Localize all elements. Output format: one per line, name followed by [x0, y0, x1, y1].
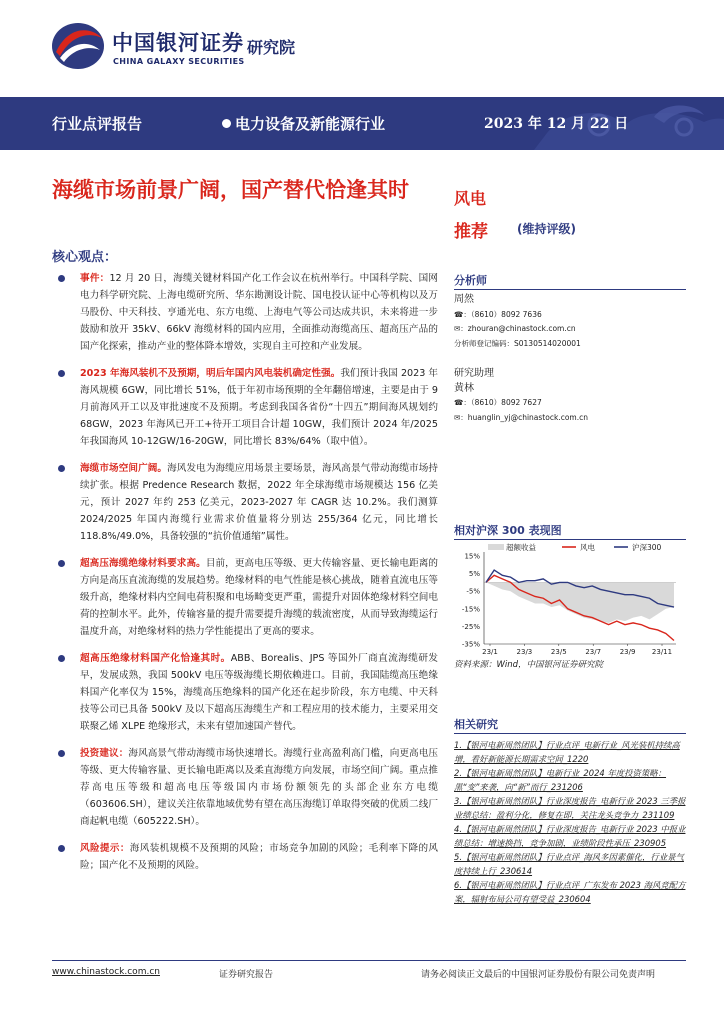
relative-performance-chart	[454, 540, 686, 656]
footer-divider	[52, 960, 686, 961]
related-list	[454, 738, 686, 906]
assistant-block	[454, 367, 588, 425]
related-link[interactable]: 4.【银河电新周然团队】行业深度报告_电新行业 2023 中报业绩总结：增速换挡，竞争加剧，业绩阶段性承压_230905	[454, 824, 686, 848]
series-area-excess	[486, 582, 674, 622]
x-tick-label: 23/9	[619, 648, 636, 656]
related-item[interactable]	[454, 766, 686, 794]
list-item	[48, 460, 438, 545]
report-type: 行业点评报告	[52, 115, 143, 133]
related-link[interactable]: 5.【银河电新周然团队】行业点评_海风多因素催化，行业景气度持续上行_230614	[454, 852, 684, 876]
logo-english-name: CHINA GALAXY SECURITIES	[113, 57, 245, 66]
logo-institute: 研究院	[247, 38, 296, 57]
bullet-dot-icon	[58, 560, 65, 567]
related-link[interactable]: 3.【银河电新周然团队】行业深度报告_电新行业 2023 三季报业绩总结：盈利分化，修复在即，关注龙头竞争力_231109	[454, 796, 686, 820]
x-tick-label: 23/5	[550, 648, 567, 656]
galaxy-logo-icon	[50, 20, 106, 72]
report-date: 2023 年 12 月 22 日	[484, 116, 629, 132]
y-tick-label: -35%	[461, 640, 480, 649]
company-logo	[50, 20, 330, 72]
chart-source: 资料来源：Wind，中国银河证券研究院	[454, 660, 604, 670]
bullet-highlight: 海缆市场空间广阔。	[80, 463, 168, 474]
bullet-dot-icon	[58, 370, 65, 377]
related-link[interactable]: 6.【银河电新周然团队】行业点评_广东发布 2023 海风竞配方案，辐射布局公司有望受益_230604	[454, 880, 686, 904]
list-item	[48, 555, 438, 640]
bullet-text: 我们预计我国 2023 年海风规模 6GW，同比增长 51%，低于年初市场预期的全年翻倍增速，主要是由于 9 月前海风开工以及审批速度不及预期。考虑到我国各省份“十四五”期间海风规划约 68GW，2023 年海风已开工+待开工项目合计超 10GW，我们预计 2024 年/2025 年我国海风 10-12GW/16-20GW，同比增长 83%/64%（取中值）。	[80, 368, 439, 447]
bullet-highlight: 事件：	[80, 273, 110, 284]
bullet-dot-icon	[58, 750, 65, 757]
y-tick-label: -25%	[461, 622, 480, 631]
bullet-dot-icon	[58, 845, 65, 852]
assistant-name: 黄林	[454, 382, 474, 394]
assistant-email[interactable]: ✉：huanglin_yj@chinastock.com.cn	[454, 412, 588, 422]
list-item	[48, 270, 438, 355]
analyst-block	[454, 293, 581, 351]
bullet-text: 目前，更高电压等级、更大传输容量、更长输电距离的方向是高压直流海缆的发展趋势。绝缘材料的电气性能是核心挑战，随着直流电压等级升高，绝缘材料内空间电荷积聚和电场畸变更严重，需提升对固体绝缘材料空间电荷的控制水平。此外，传输容量的提升需要提升海缆的载流密度，从而导致海缆运行温度升高，对绝缘材料的热力学性能提出了更高的要求。	[80, 558, 439, 637]
x-tick-label: 23/3	[516, 648, 533, 656]
bullet-text: 12 月 20 日，海缆关键材料国产化工作会议在杭州举行。中国科学院、国网电力科学研究院、上海电缆研究所、华东勘测设计院、国电投认证中心等机构以及万马股份、中天科技、亨通光电、东方电缆、上海电气等公司达成共识，未来将进一步鼓励和放开 35kV、66kV 海缆材料的国内应用，全面推动海缆高压、超高压产品的国产化探索，推动产业的整体降本增效，实现自主可控和产业发展。	[80, 273, 438, 352]
y-tick-label: -15%	[461, 605, 480, 614]
bullet-text: 海风高景气带动海缆市场快速增长。海缆行业高盈利高门槛，向更高电压等级、更大传输容量、更长输电距离以及柔直海缆方向发展，市场空间广阔。重点推荐高电压等级和超高电压等级国内市场份额领先的头部企业东方电缆（603606.SH），建议关注依靠地域优势有望在高压海缆订单取得突破的优质二线厂商起帆电缆（605222.SH）。	[80, 748, 438, 827]
x-tick-label: 23/7	[585, 648, 602, 656]
analyst-email[interactable]: ✉：zhouran@chinastock.com.cn	[454, 324, 576, 333]
analyst-cert: 分析师登记编码：S0130514020001	[454, 338, 581, 348]
y-tick-label: 15%	[464, 552, 480, 561]
industry-label	[222, 113, 385, 134]
related-link[interactable]: 2.【银河电新周然团队】电新行业_2024 年度投资策略：黑“变”来袭，向“新”而行_231206	[454, 768, 667, 792]
bullet-highlight: 超高压绝缘材料国产化恰逢其时。	[80, 653, 231, 664]
logo-chinese-name: 中国银河证券	[112, 31, 244, 55]
assistant-title: 研究助理	[454, 368, 494, 379]
sector-label: 风电	[454, 189, 487, 208]
bullet-dot-icon	[58, 275, 65, 282]
related-link[interactable]: 1.【银河电新周然团队】行业点评_电新行业_风光装机持续高增，看好新能源长期需求空间_1220	[454, 740, 680, 764]
legend-label: 风电	[580, 543, 595, 552]
core-views-list	[48, 270, 438, 874]
industry-text: 电力设备及新能源行业	[235, 115, 386, 133]
x-tick-label: 23/1	[482, 648, 498, 656]
bullet-text: ABB、Borealis、JPS 等国外厂商直流海缆研发早，发展成熟，我国 500kV 电压等级海缆长期依赖进口。目前，我国陆缆高压绝缘料国产化率仅为 15%，海缆高压绝缘料的国产化还在起步阶段，东方电缆、中天科技等公司已具备 500kV 及以下超高压海缆生产和工程应用的技术能力，主要采用交联聚乙烯 XLPE 绝缘形式，未来有望加速国产替代。	[80, 653, 438, 732]
y-tick-label: 5%	[468, 570, 480, 579]
rating-note: (维持评级)	[517, 222, 576, 236]
list-item	[48, 650, 438, 735]
analyst-name: 周然	[454, 294, 474, 305]
footer-website-link[interactable]: www.chinastock.com.cn	[52, 967, 160, 977]
related-item[interactable]	[454, 878, 686, 906]
assistant-phone: ☎：（8610）8092 7627	[454, 398, 542, 407]
footer-report-label: 证券研究报告	[219, 970, 274, 980]
bullet-dot-icon	[58, 465, 65, 472]
report-title: 海缆市场前景广阔，国产替代恰逢其时	[52, 178, 409, 202]
analyst-phone: ☎：（8610）8092 7636	[454, 309, 542, 319]
related-item[interactable]	[454, 822, 686, 850]
y-tick-label: -5%	[466, 587, 480, 596]
bullet-highlight: 投资建议：	[80, 748, 129, 759]
list-item	[48, 745, 438, 830]
legend-label: 沪深300	[632, 543, 662, 552]
bullet-text: 海风装机规模不及预期的风险；市场竞争加剧的风险；毛利率下降的风险；国产化不及预期的风险。	[80, 843, 439, 871]
header-banner	[0, 97, 724, 150]
related-item[interactable]	[454, 794, 686, 822]
related-item[interactable]	[454, 850, 686, 878]
bullet-dot-icon	[222, 119, 231, 128]
list-item	[48, 840, 438, 874]
x-tick-label: 23/11	[651, 648, 673, 656]
related-item[interactable]	[454, 738, 686, 766]
core-views-label: 核心观点：	[52, 250, 118, 265]
related-section-title: 相关研究	[454, 716, 686, 734]
bullet-highlight: 超高压海缆绝缘材料要求高。	[80, 558, 206, 569]
bullet-text: 海风发电为海缆应用场景主要场景，海风高景气带动海缆市场持续扩张。根据 Predence Research 数据，2022 年全球海缆市场规模达 156 亿美元，预计 2027 年约 253 亿美元，2023-2027 年 CAGR 达 10.2%。我们测算 2024/2025 年国内海缆行业需求价值量将分别达 255/364 亿元，同比增长 118.8%/49.0%，具备较强的“抗价值通缩”属性。	[80, 463, 439, 542]
bullet-highlight: 2023 年海风装机不及预期，明后年国内风电装机确定性强。	[80, 368, 341, 379]
analyst-section-title: 分析师	[454, 272, 686, 290]
legend-label: 超额收益	[506, 543, 536, 552]
footer-disclaimer: 请务必阅读正文最后的中国银河证券股份有限公司免责声明	[421, 970, 656, 980]
list-item	[48, 365, 438, 450]
bullet-highlight: 风险提示：	[80, 843, 130, 854]
bullet-dot-icon	[58, 655, 65, 662]
rating-label: 推荐	[454, 222, 488, 242]
chart-title: 相对沪深 300 表现图	[454, 522, 686, 540]
legend-swatch	[488, 544, 504, 550]
